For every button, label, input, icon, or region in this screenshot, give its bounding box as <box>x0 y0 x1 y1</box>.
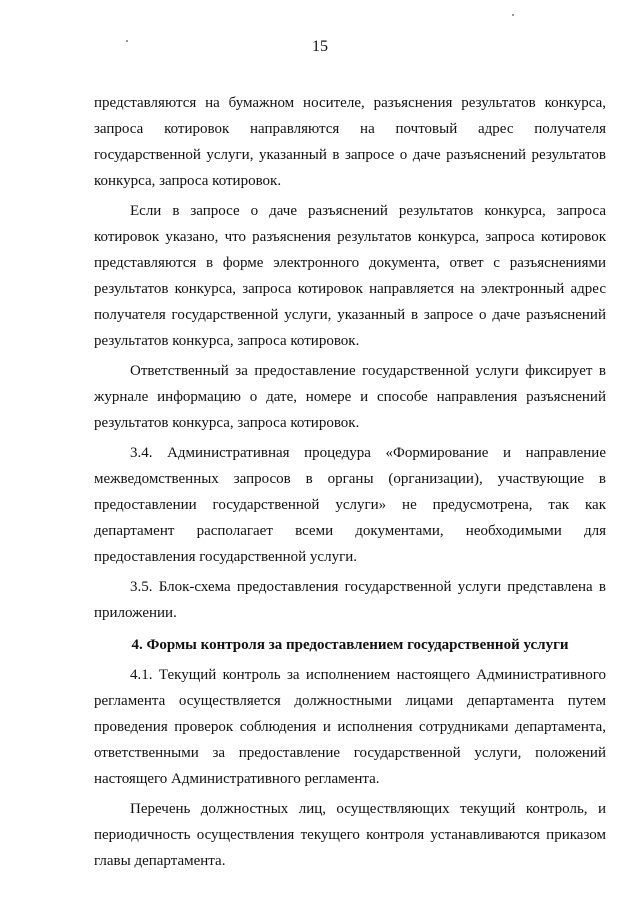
text-line: представляются в форме электронного документа, ответ с разъяснениями <box>94 255 606 271</box>
paragraph <box>94 662 606 792</box>
text-line: департамент располагает всеми документами, необходимыми для <box>94 523 606 539</box>
scan-speck <box>512 14 514 16</box>
paragraph <box>94 90 606 194</box>
section-heading: 4. Формы контроля за предоставлением государственной услуги <box>131 637 569 653</box>
text-line: межведомственных запросов в органы (организации), участвующие в <box>94 471 606 487</box>
text-line: приложении. <box>94 605 177 621</box>
text-line: проведения проверок соблюдения и исполнения сотрудниками департамента, <box>94 719 606 735</box>
text-line: результатов конкурса, запроса котировок. <box>94 415 360 431</box>
paragraph <box>94 440 606 570</box>
text-line: 3.4. Административная процедура «Формирование и направление <box>130 445 606 461</box>
paragraph <box>94 796 606 874</box>
text-line: 3.5. Блок-схема предоставления государственной услуги представлена в <box>130 579 606 595</box>
text-line: 4.1. Текущий контроль за исполнением настоящего Административного <box>130 667 606 683</box>
text-line: главы департамента. <box>94 853 226 869</box>
text-line: результатов конкурса, запроса котировок. <box>94 333 360 349</box>
document-body <box>94 90 606 874</box>
text-line: результатов конкурса, запроса котировок направляется на электронный адрес <box>94 281 606 297</box>
text-line: Если в запросе о даче разъяснений результатов конкурса, запроса <box>130 203 606 219</box>
paragraph <box>94 358 606 436</box>
text-line: государственной услуги, указанный в запросе о даче разъяснений результатов <box>94 147 606 163</box>
text-line: котировок указано, что разъяснения результатов конкурса, запроса котировок <box>94 229 606 245</box>
text-line: запроса котировок направляются на почтовый адрес получателя <box>94 121 606 137</box>
text-line: Перечень должностных лиц, осуществляющих текущий контроль, и <box>130 801 606 817</box>
text-line: предоставления государственной услуги. <box>94 549 358 565</box>
text-line: периодичность осуществления текущего контроля устанавливаются приказом <box>94 827 606 843</box>
paragraph <box>94 574 606 626</box>
text-line: предоставлении государственной услуги» не предусмотрена, так как <box>94 497 606 513</box>
text-line: конкурса, запроса котировок. <box>94 173 282 189</box>
text-line: Ответственный за предоставление государственной услуги фиксирует в <box>130 363 606 379</box>
paragraph <box>94 198 606 354</box>
text-line: журнале информацию о дате, номере и способе направления разъяснений <box>94 389 606 405</box>
text-line: настоящего Административного регламента. <box>94 771 380 787</box>
text-line: ответственными за предоставление государственной услуги, положений <box>94 745 606 761</box>
page-number: 15 <box>312 38 328 55</box>
text-line: регламента осуществляется должностными лицами департамента путем <box>94 693 606 709</box>
text-line: получателя государственной услуги, указанный в запросе о даче разъяснений <box>94 307 606 323</box>
text-line: представляются на бумажном носителе, разъяснения результатов конкурса, <box>94 95 606 111</box>
